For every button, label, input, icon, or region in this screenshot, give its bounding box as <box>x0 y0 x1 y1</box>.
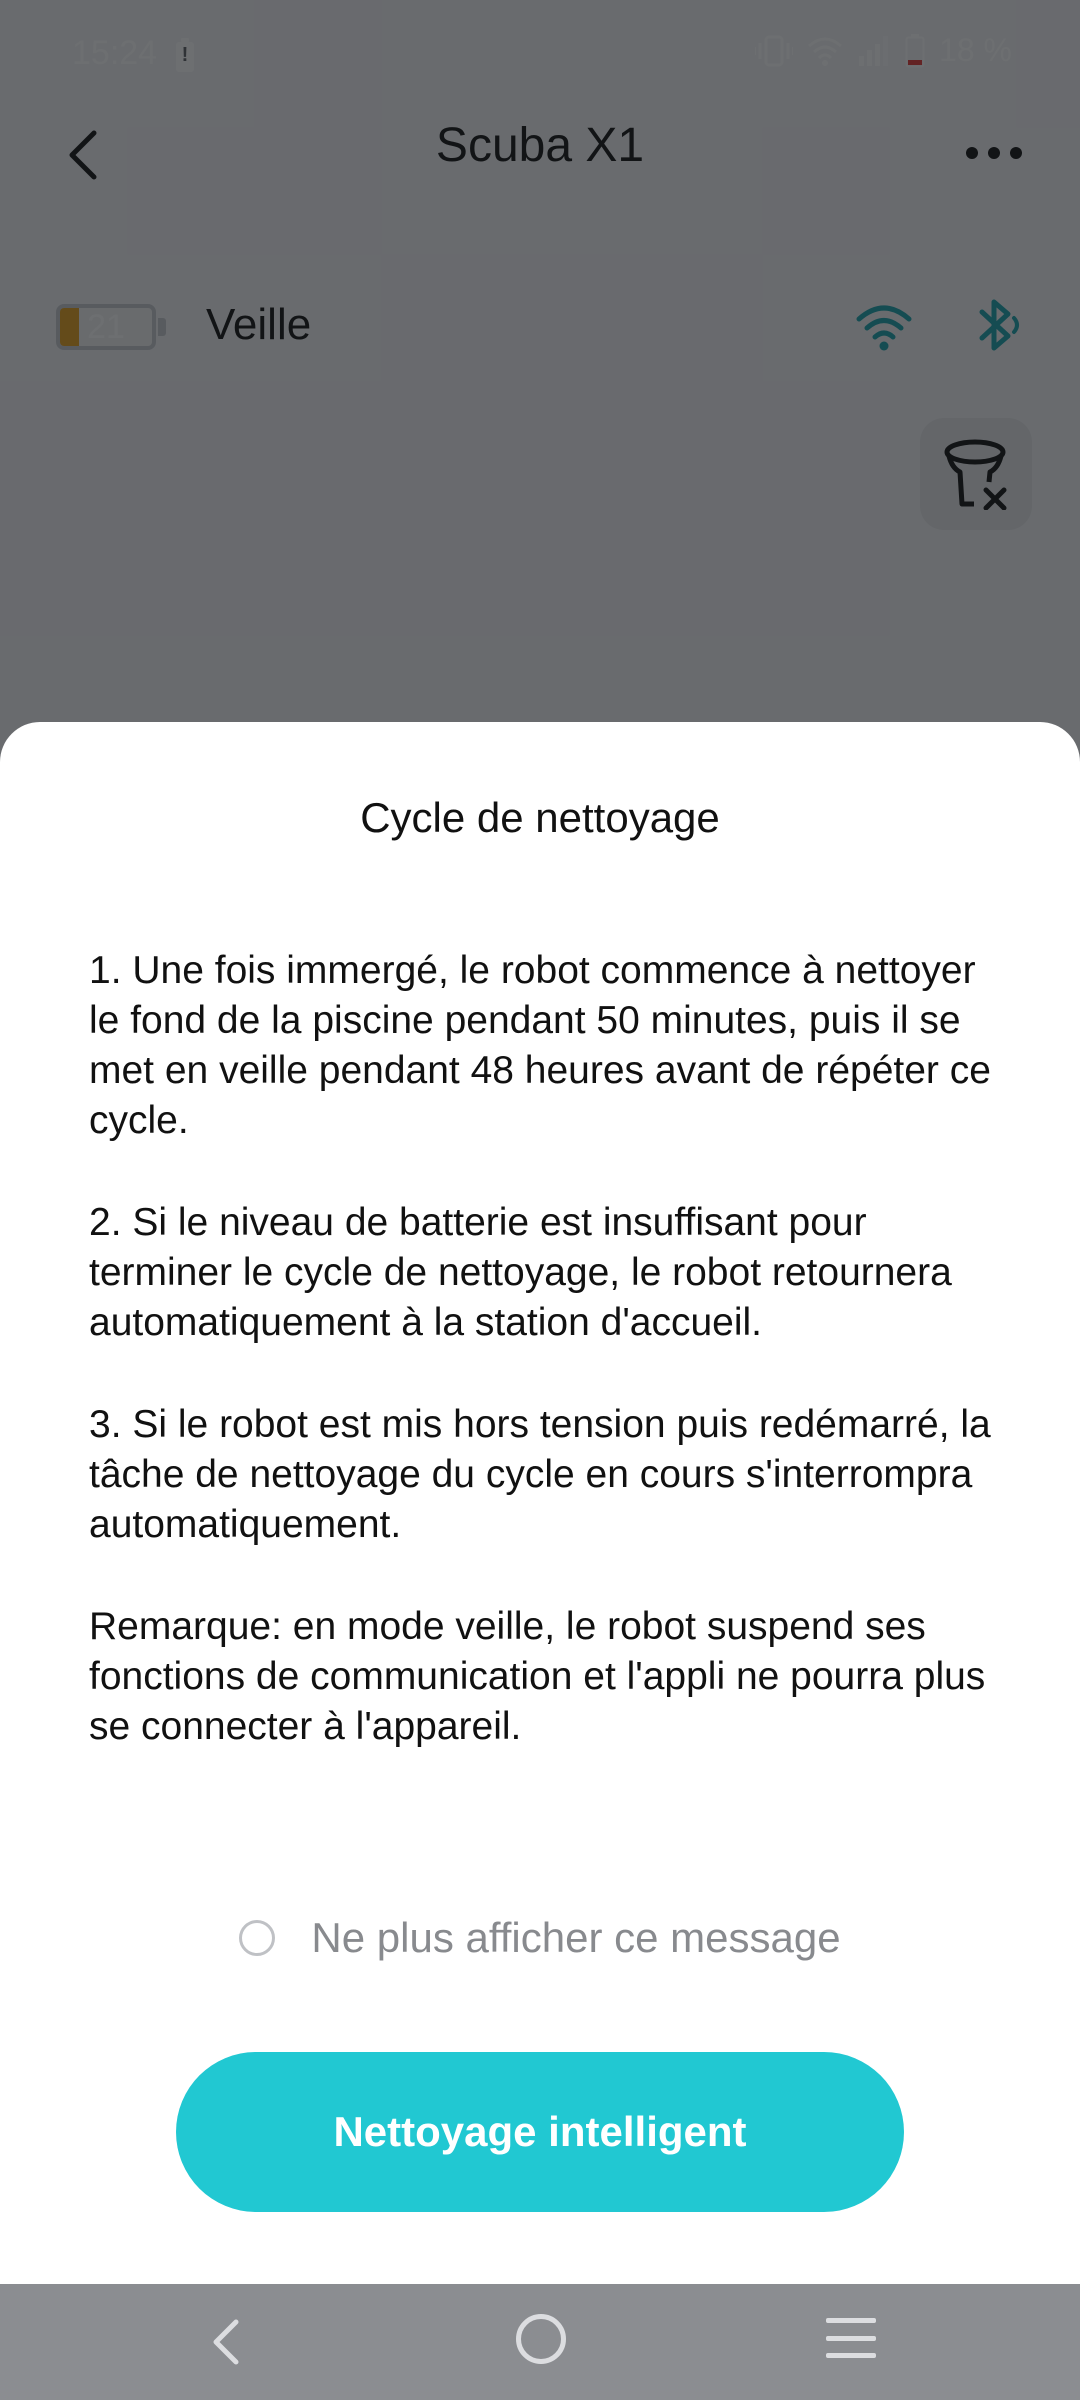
dialog-note: Remarque: en mode veille, le robot suspend ses fonctions de communication et l'appli ne pourra plus se connecter à l'appareil. <box>89 1605 986 1748</box>
dont-show-again-option[interactable] <box>0 1908 1080 1968</box>
system-nav-bar <box>0 2284 1080 2400</box>
dialog-paragraph-2: 2. Si le niveau de batterie est insuffisant pour terminer le cycle de nettoyage, le robot retournera automatiquement à la station d'accueil. <box>89 1201 952 1344</box>
nav-back-icon[interactable] <box>200 2314 256 2370</box>
dont-show-again-radio[interactable] <box>239 1920 275 1956</box>
nav-recent-apps-icon[interactable] <box>826 2318 876 2358</box>
cleaning-cycle-dialog <box>0 722 1080 2284</box>
dialog-paragraph-1: 1. Une fois immergé, le robot commence à nettoyer le fond de la piscine pendant 50 minutes, puis il se met en veille pendant 48 heures avant de répéter ce cycle. <box>89 949 991 1142</box>
smart-cleaning-button[interactable] <box>176 2052 904 2212</box>
dont-show-again-label[interactable]: Ne plus afficher ce message <box>311 1914 841 1961</box>
smart-cleaning-button-label: Nettoyage intelligent <box>333 2108 747 2155</box>
dialog-paragraph-3: 3. Si le robot est mis hors tension puis redémarré, la tâche de nettoyage du cycle en cours s'interrompra automatiquement. <box>89 1403 991 1546</box>
dialog-title: Cycle de nettoyage <box>360 794 720 841</box>
dialog-body <box>89 946 1009 1752</box>
nav-home-icon[interactable] <box>516 2314 566 2364</box>
